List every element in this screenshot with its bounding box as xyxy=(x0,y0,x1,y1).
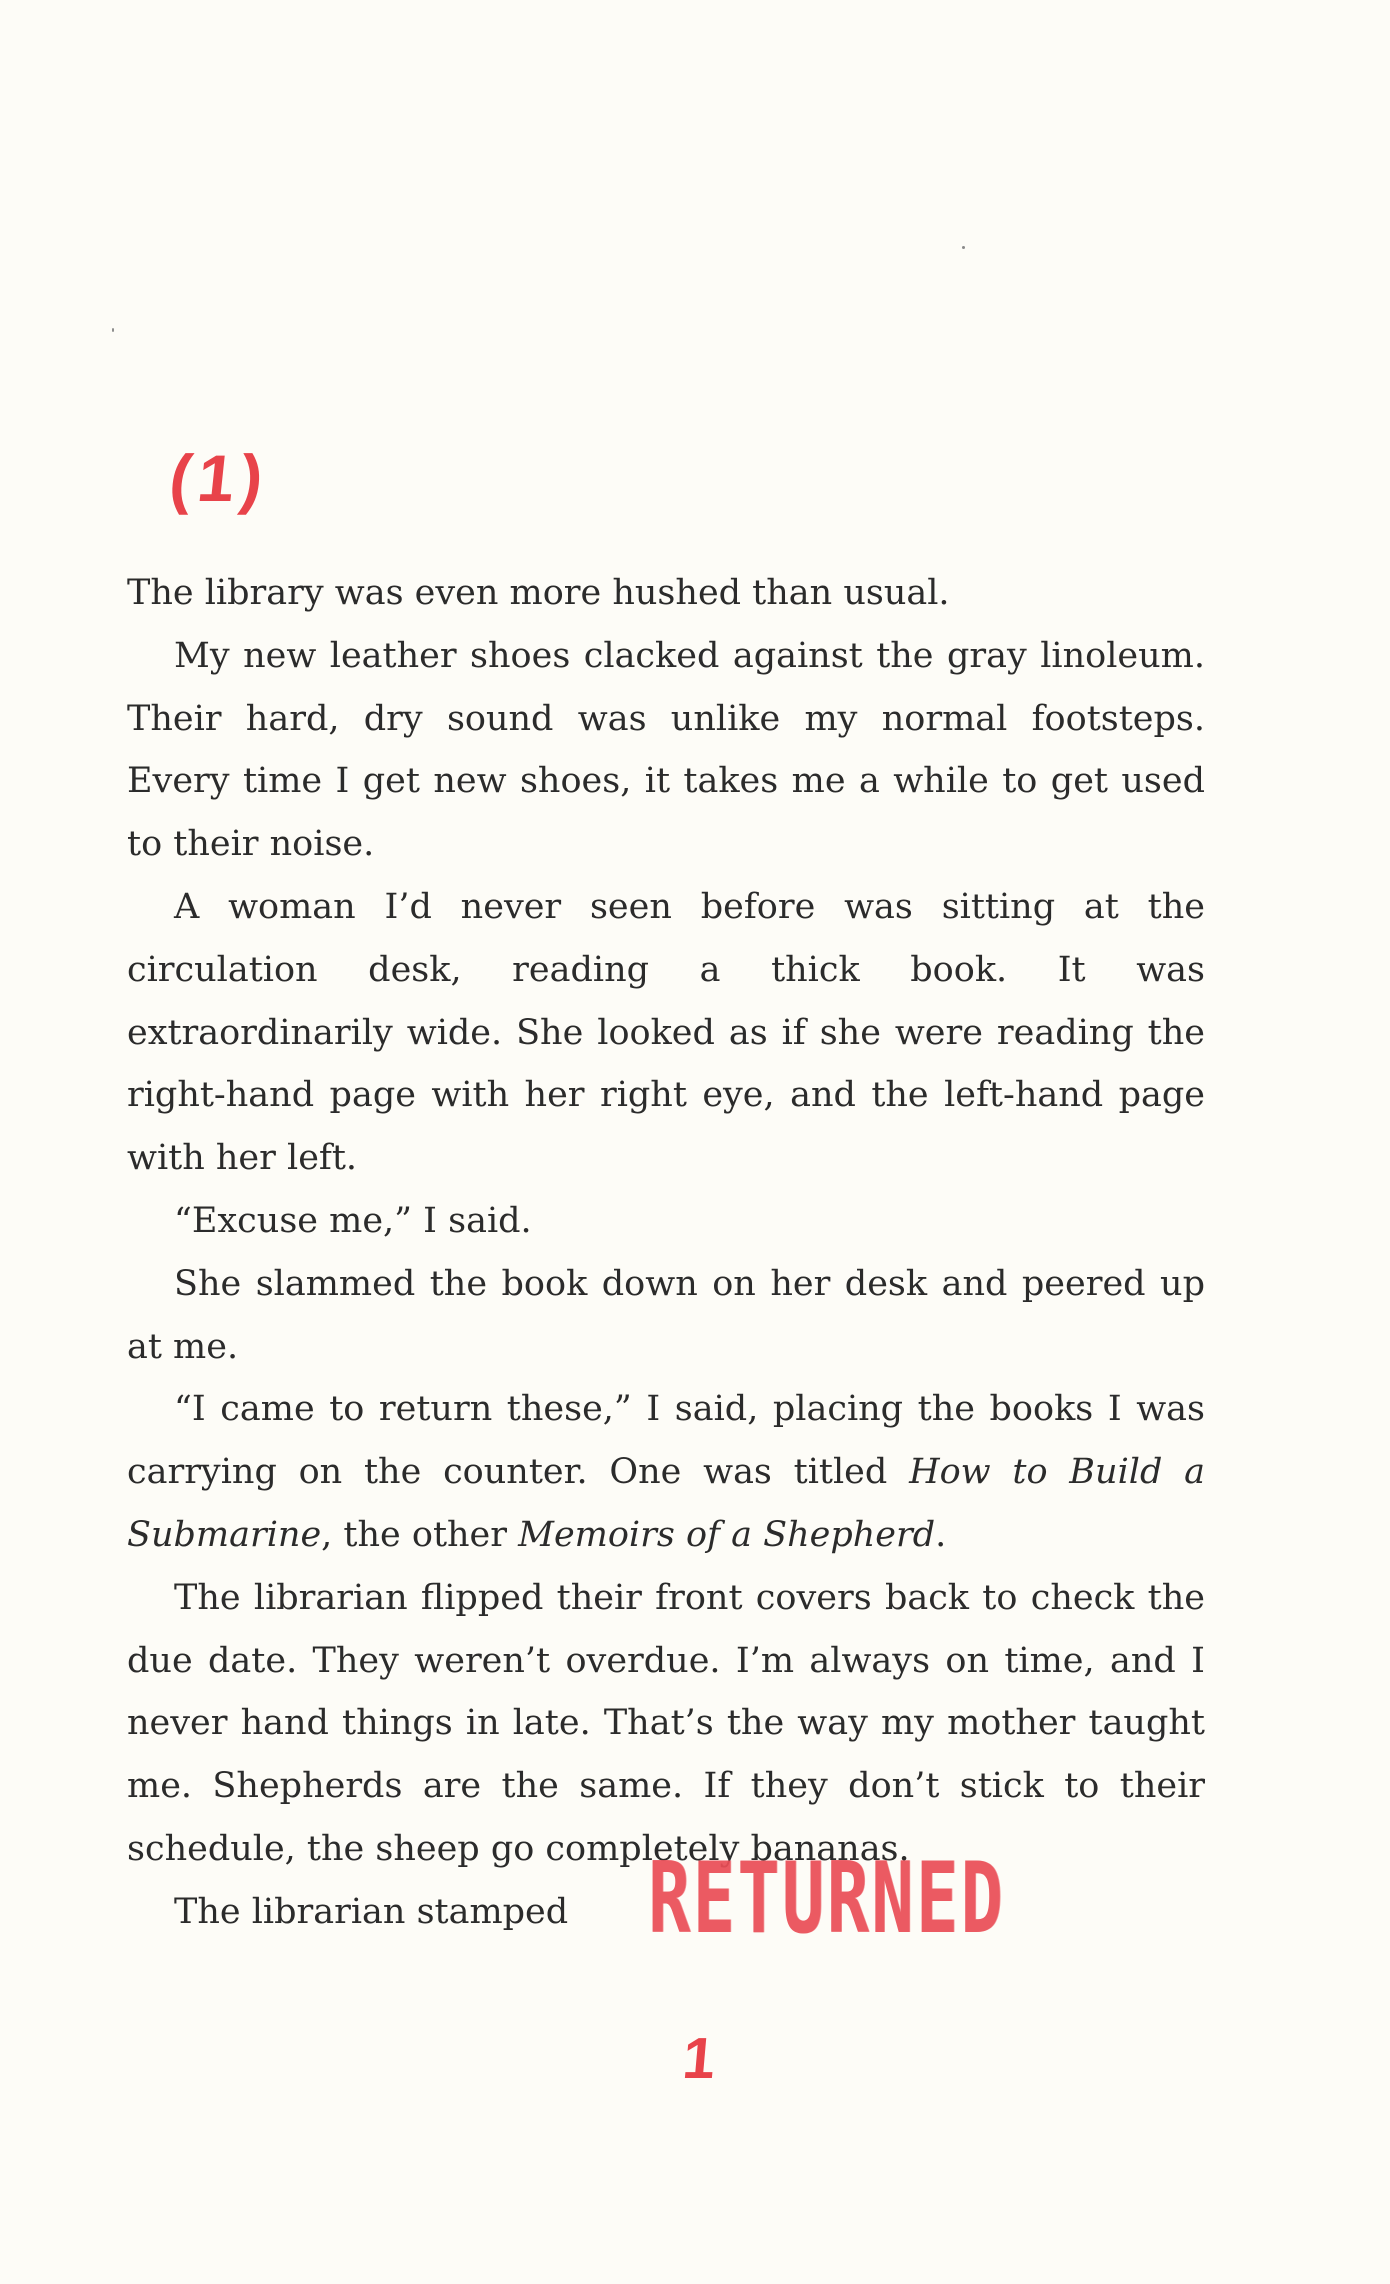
paragraph: The librarian flipped their front covers back to check the due date. They weren’t overdue. I’m always on time, and I never hand things in late. That’s the way my mother taught me. Shepherds are the same. If they don’t stick to their schedule, the sheep go completely bananas. xyxy=(127,1577,1205,1869)
paragraph: She slammed the book down on her desk and peered up at me. xyxy=(127,1263,1205,1367)
returned-stamp: RETURNED xyxy=(648,1842,1006,1956)
book-title: How to Build a Submarine xyxy=(127,1452,1205,1555)
paragraph: The library was even more hushed than usual. xyxy=(127,573,950,613)
page-number: 1 xyxy=(680,2026,719,2091)
paragraph xyxy=(127,1378,1205,1566)
paragraph-text: “I came to return these,” I said, placing the books I was carrying on the counter. One was titled xyxy=(127,1389,1205,1493)
paragraph: The librarian stamped xyxy=(174,1891,569,1932)
paragraph-text: , the other xyxy=(321,1514,519,1555)
paper-speck xyxy=(962,246,965,249)
body-text xyxy=(127,562,1205,1944)
paragraph: “Excuse me,” I said. xyxy=(174,1200,532,1241)
paragraph: A woman I’d never seen before was sitting at the circulation desk, reading a thick book. It was extraordinarily wide. She looked as if she were reading the right-hand page with her right eye, and the left-hand page with her left. xyxy=(127,886,1205,1179)
paragraph-text: . xyxy=(935,1514,947,1555)
paragraph: My new leather shoes clacked against the gray linoleum. Their hard, dry sound was unlike my normal footsteps. Every time I get new shoes, it takes me a while to get used to their noise. xyxy=(127,635,1205,865)
paper-speck xyxy=(112,328,114,332)
chapter-number: (1) xyxy=(166,441,273,515)
book-title: Memoirs of a Shepherd xyxy=(518,1514,936,1555)
